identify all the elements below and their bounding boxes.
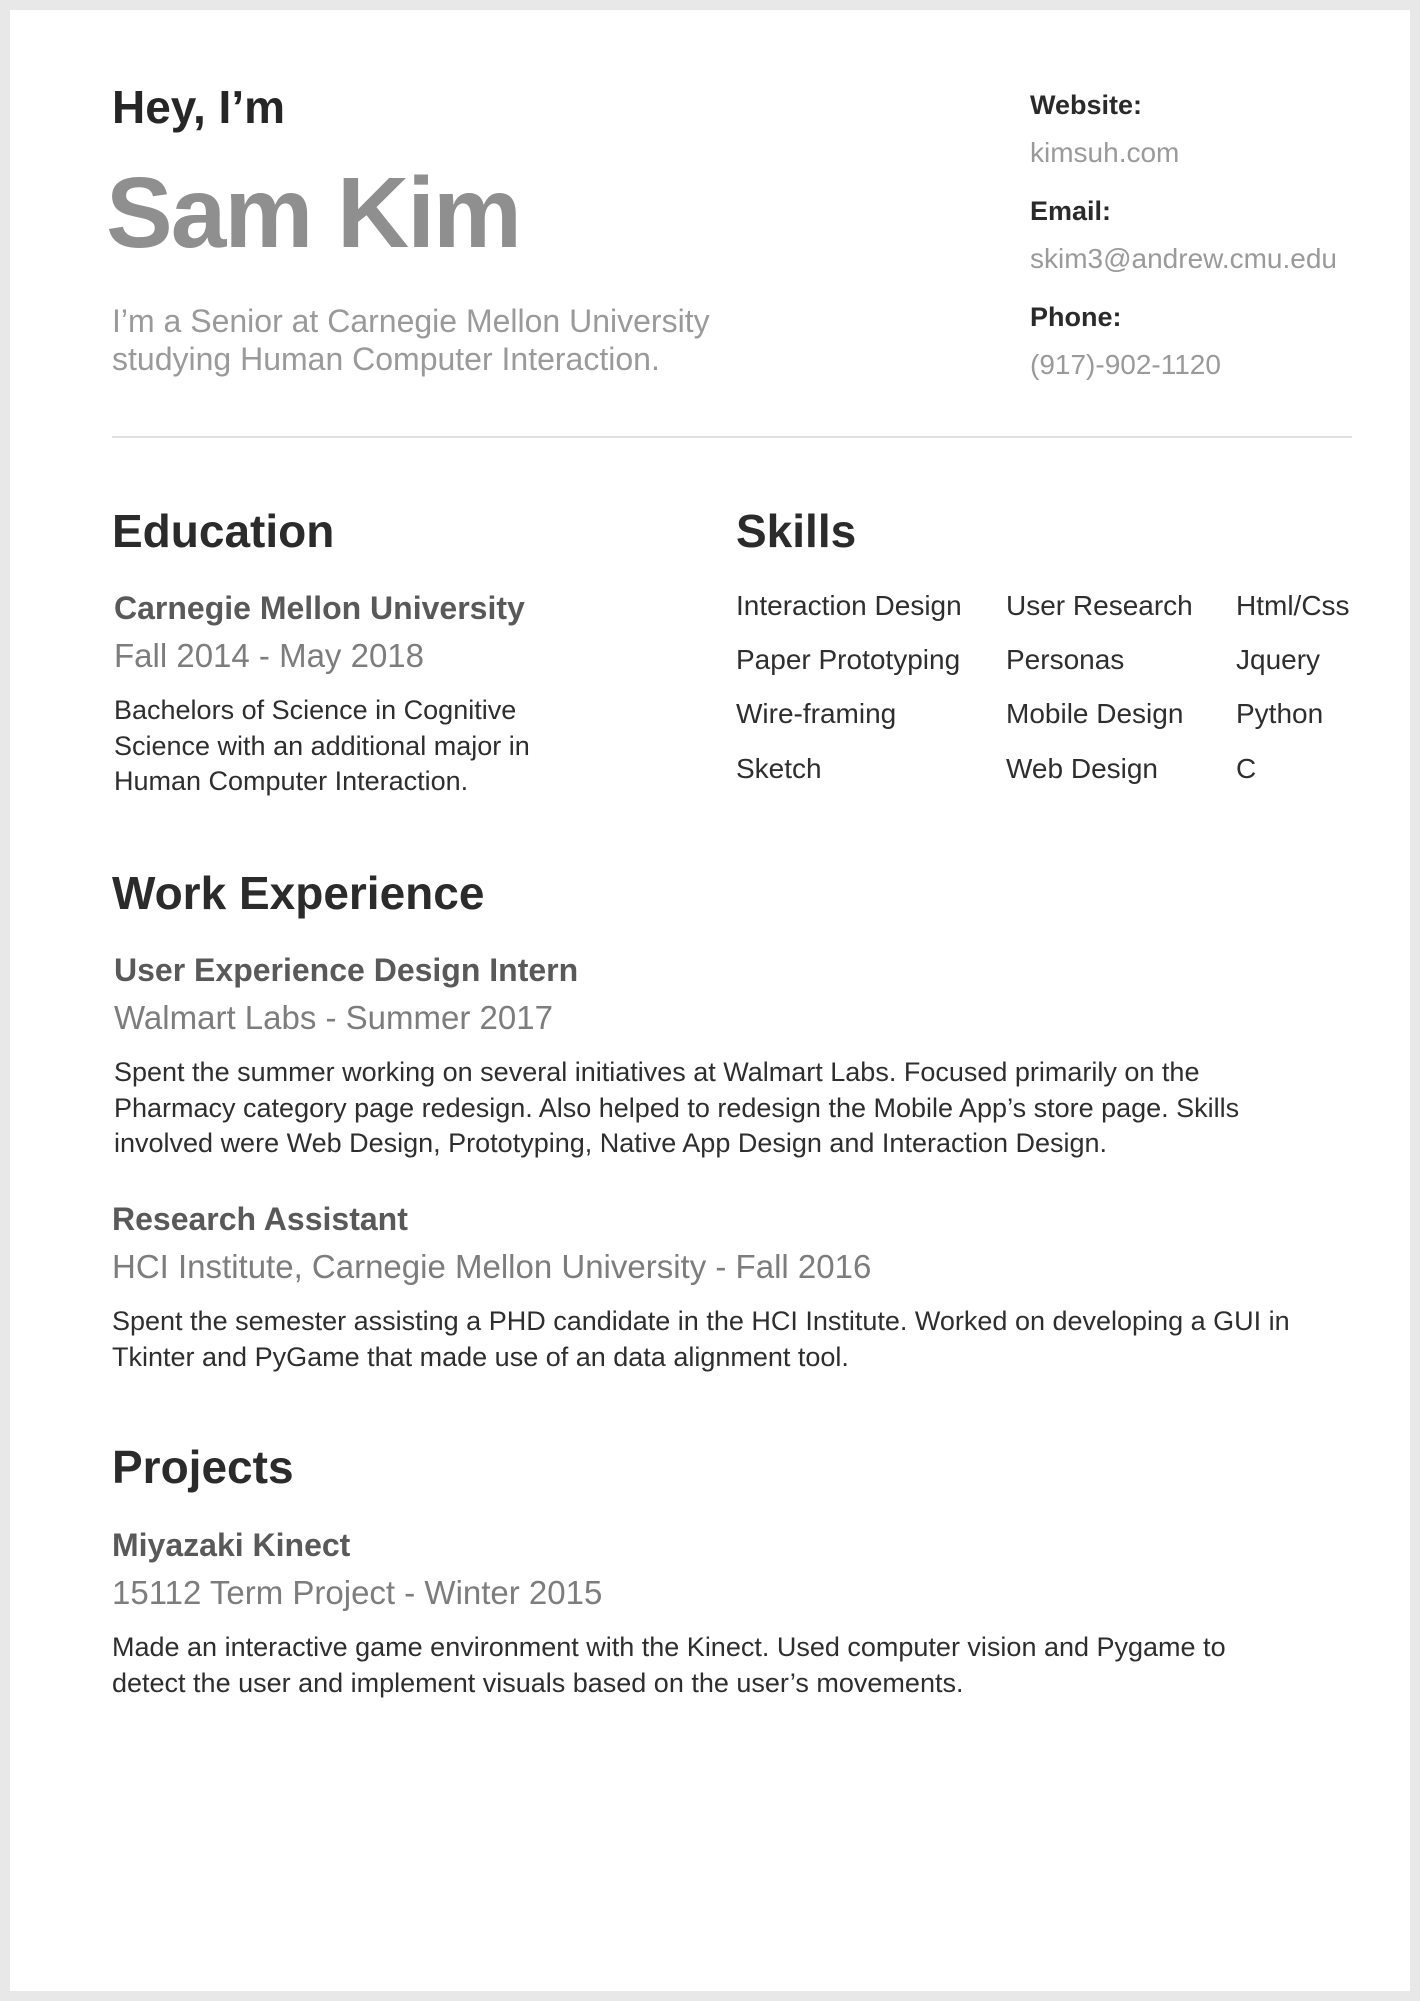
skill-item: Web Design [1006, 753, 1159, 784]
website-link[interactable]: kimsuh.com [1030, 137, 1180, 168]
description-line: Spent the summer working on several initiatives at Walmart Labs. Focused primarily on the [114, 1057, 1200, 1087]
tagline-line: studying Human Computer Interaction. [112, 341, 660, 377]
project-name: Miyazaki Kinect [112, 1527, 351, 1563]
job-role: User Experience Design Intern [114, 952, 579, 988]
job-description [112, 1304, 1352, 1375]
education-title: Education [112, 505, 335, 557]
tagline [112, 302, 832, 378]
description-line: Human Computer Interaction. [114, 766, 469, 796]
description-line: Spent the semester assisting a PHD candidate in the HCI Institute. Worked on developing a GUI in [112, 1306, 1290, 1336]
description-line: Made an interactive game environment with the Kinect. Used computer vision and Pygame to [112, 1632, 1226, 1662]
skill-item: Paper Prototyping [736, 644, 961, 675]
skill-item: Jquery [1236, 644, 1321, 675]
description-line: Science with an additional major in [114, 730, 530, 761]
skills-title: Skills [736, 505, 857, 557]
resume-page [10, 10, 1410, 1991]
description-line: Bachelors of Science in Cognitive [114, 695, 517, 725]
job-meta: HCI Institute, Carnegie Mellon University - Fall 2016 [112, 1248, 872, 1285]
education-dates: Fall 2014 - May 2018 [114, 637, 425, 674]
header-divider [112, 436, 1352, 438]
projects-title: Projects [112, 1441, 294, 1493]
project-description [112, 1630, 1352, 1701]
name-heading: Sam Kim [106, 157, 520, 269]
phone-value: (917)-902-1120 [1030, 349, 1221, 380]
website-label: Website: [1030, 90, 1143, 120]
email-label: Email: [1030, 196, 1112, 226]
skill-item: Sketch [736, 753, 822, 784]
project-meta: 15112 Term Project - Winter 2015 [112, 1574, 603, 1611]
skill-item: Wire-framing [736, 698, 897, 729]
skill-item: Personas [1006, 644, 1125, 675]
description-line: Pharmacy category page redesign. Also helped to redesign the Mobile App’s store page. Skills [114, 1092, 1240, 1123]
skill-item: User Research [1006, 590, 1193, 621]
education-description [114, 693, 674, 800]
greeting: Hey, I’m [112, 81, 285, 133]
description-line: involved were Web Design, Prototyping, Native App Design and Interaction Design. [114, 1128, 1108, 1158]
education-school: Carnegie Mellon University [114, 590, 525, 626]
job-description [114, 1055, 1334, 1162]
skill-item: Interaction Design [736, 590, 962, 621]
job-role: Research Assistant [112, 1201, 408, 1237]
skill-item: C [1236, 753, 1257, 784]
phone-label: Phone: [1030, 302, 1122, 332]
job-meta: Walmart Labs - Summer 2017 [114, 999, 553, 1036]
skill-item: Python [1236, 698, 1324, 729]
description-line: detect the user and implement visuals based on the user’s movements. [112, 1667, 964, 1698]
email-link[interactable]: skim3@andrew.cmu.edu [1030, 243, 1338, 274]
work-experience-title: Work Experience [112, 867, 485, 919]
tagline-line: I’m a Senior at Carnegie Mellon University [112, 303, 710, 339]
skill-item: Mobile Design [1006, 698, 1184, 729]
skill-item: Html/Css [1236, 590, 1350, 621]
description-line: Tkinter and PyGame that made use of an data alignment tool. [112, 1341, 849, 1372]
